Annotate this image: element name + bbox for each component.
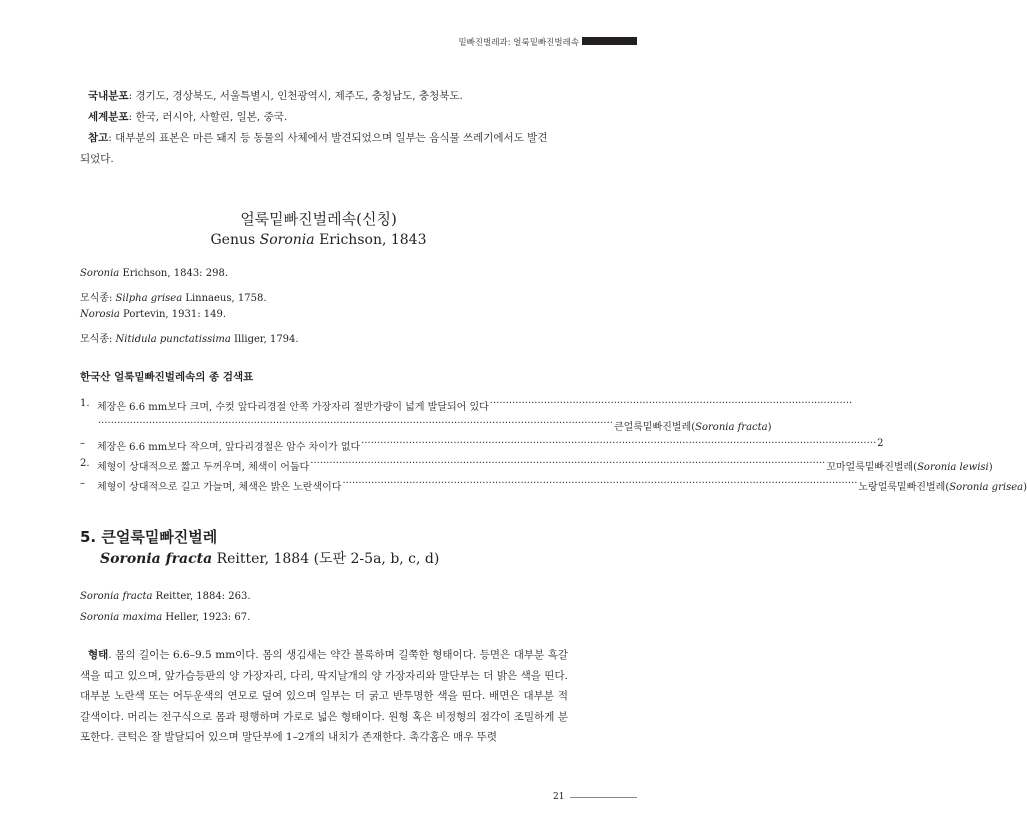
synonym-name: Soronia fracta — [80, 591, 153, 602]
key-result-text: 노랑얼룩밑빠진벌레( — [858, 482, 950, 493]
key-result — [858, 478, 1027, 493]
synonym-name: Soronia — [80, 268, 120, 279]
key-result-species: Soronia grisea — [949, 482, 1024, 493]
genus-name: Soronia — [259, 232, 315, 248]
species-synonym — [80, 612, 250, 623]
key-title: 한국산 얼룩밑빠진벌레속의 종 검색표 — [80, 371, 254, 383]
synonym-citation: Portevin, 1931: 149. — [119, 309, 227, 320]
note — [88, 128, 547, 148]
world-label: 세계분포 — [88, 111, 129, 123]
genus-author: Erichson, 1843 — [319, 232, 427, 248]
synonym-citation: Linnaeus, 1758. — [182, 293, 267, 304]
synonym-line — [80, 309, 226, 320]
domestic-label: 국내분포 — [88, 90, 129, 102]
species-latin-name: Soronia fracta — [100, 551, 213, 567]
key-number: 1. — [80, 398, 90, 409]
key-result-end: ) — [767, 422, 772, 433]
key-result — [826, 458, 992, 473]
synonym-name: Norosia — [80, 309, 120, 320]
key-text: 체장은 6.6 mm보다 작으며, 앞다리경절은 암수 차이가 없다 — [97, 442, 361, 453]
key-number — [80, 418, 97, 433]
world-distribution — [88, 107, 287, 127]
genus-word: Genus — [210, 232, 256, 248]
genus-title-latin — [0, 232, 637, 248]
synonym-name: Soronia maxima — [80, 612, 163, 623]
morphology-text: . 몸의 길이는 6.6–9.5 mm이다. 몸의 생김새는 약간 볼록하며 길쭉한 형태이다. 등면은 대부분 흑갈색을 띠고 있으며, 앞가슴등판의 양 가장자리, 다리, 딱지날개의 양 가장자리와 말단부는 더 밝은 색을 띤다. 대부분 노란색 또는 어두운색의 연모로 덮여 있으며 일부는 더 굵고 반투명한 색을 띤다. 배면은 대부분 적갈색이다. 머리는 전구식으로 몸과 평행하며 가로로 넓은 형태이다. 원형 혹은 비정형의 점각이 조밀하게 분포한다. 큰턱은 잘 발달되어 있으며 말단부에 1–2개의 내치가 존재한다. 촉각홈은 매우 뚜렷 — [80, 649, 568, 743]
world-text: : 한국, 러시아, 사할린, 일본, 중국. — [128, 111, 288, 123]
running-header: 밑빠진벌레과: 얼룩밑빠진벌레속 — [458, 38, 579, 48]
synonym-citation: Heller, 1923: 67. — [162, 612, 251, 623]
key-result-species: Soronia lewisi — [917, 462, 989, 473]
key-text: 체장은 6.6 mm보다 크며, 수컷 앞다리경절 안쪽 가장자리 절반가량이 넓게 발달되어 있다 — [97, 402, 489, 413]
key-row — [80, 438, 884, 453]
species-author: Reitter, 1884 (도판 2-5a, b, c, d) — [212, 551, 440, 567]
key-row — [80, 478, 1027, 493]
key-row — [80, 418, 772, 433]
key-result — [614, 418, 772, 433]
key-result-species: Soronia fracta — [695, 422, 768, 433]
leader-dots: ·································································································································································· — [361, 438, 877, 449]
page-number: 21 — [553, 792, 565, 802]
footer-rule — [570, 797, 637, 798]
key-number: – — [80, 478, 85, 489]
synonym-line — [80, 268, 228, 279]
genus-title-korean: 얼룩밑빠진벌레속(신칭) — [240, 210, 397, 228]
synonym-name: Silpha grisea — [115, 293, 183, 304]
morphology-label: 형태 — [88, 649, 109, 661]
key-result-text: 큰얼룩밑빠진벌레( — [613, 422, 696, 433]
species-title: 5. 큰얼룩밑빠진벌레 — [80, 528, 218, 546]
leader-dots: ·································································································································································· — [310, 458, 826, 469]
note-label: 참고 — [88, 132, 109, 144]
key-number: – — [80, 438, 85, 449]
domestic-text: : 경기도, 경상북도, 서울특별시, 인천광역시, 제주도, 충청남도, 충청북도. — [128, 90, 463, 102]
key-result: 2 — [877, 438, 884, 449]
key-row — [80, 458, 993, 473]
species-latin-line — [100, 548, 439, 568]
species-synonym — [80, 591, 251, 602]
key-number: 2. — [80, 458, 90, 469]
key-text: 체형이 상대적으로 길고 가늘며, 체색은 밝은 노란색이다 — [97, 482, 342, 493]
note-text-line1: : 대부분의 표본은 마른 돼지 등 동물의 사체에서 발견되었으며 일부는 음식물 쓰레기에서도 발견 — [108, 132, 548, 144]
synonym-citation: Reitter, 1884: 263. — [152, 591, 251, 602]
synonym-prefix: 모식종: — [80, 334, 116, 345]
synonym-name: Nitidula punctatissima — [115, 334, 231, 345]
key-row — [80, 398, 853, 413]
leader-dots: ·································································································································································· — [342, 478, 858, 489]
synonym-line — [80, 330, 299, 345]
synonym-citation: Erichson, 1843: 298. — [119, 268, 228, 279]
synonym-line — [80, 289, 267, 304]
morphology-paragraph — [80, 645, 568, 748]
key-text: 체형이 상대적으로 짧고 두꺼우며, 체색이 어둡다 — [97, 462, 310, 473]
synonym-prefix: 모식종: — [80, 293, 116, 304]
leader-dots: ·································································································································································· — [98, 418, 613, 429]
key-result-end: ) — [988, 462, 993, 473]
synonym-citation: Illiger, 1794. — [230, 334, 299, 345]
key-result-end: ) — [1023, 482, 1027, 493]
note-text-line2: 되었다. — [80, 153, 114, 165]
header-bar — [582, 37, 637, 45]
leader-dots: ·················································································································· — [489, 398, 853, 409]
key-result-text: 꼬마얼룩밑빠진벌레( — [826, 462, 918, 473]
domestic-distribution — [88, 86, 463, 106]
